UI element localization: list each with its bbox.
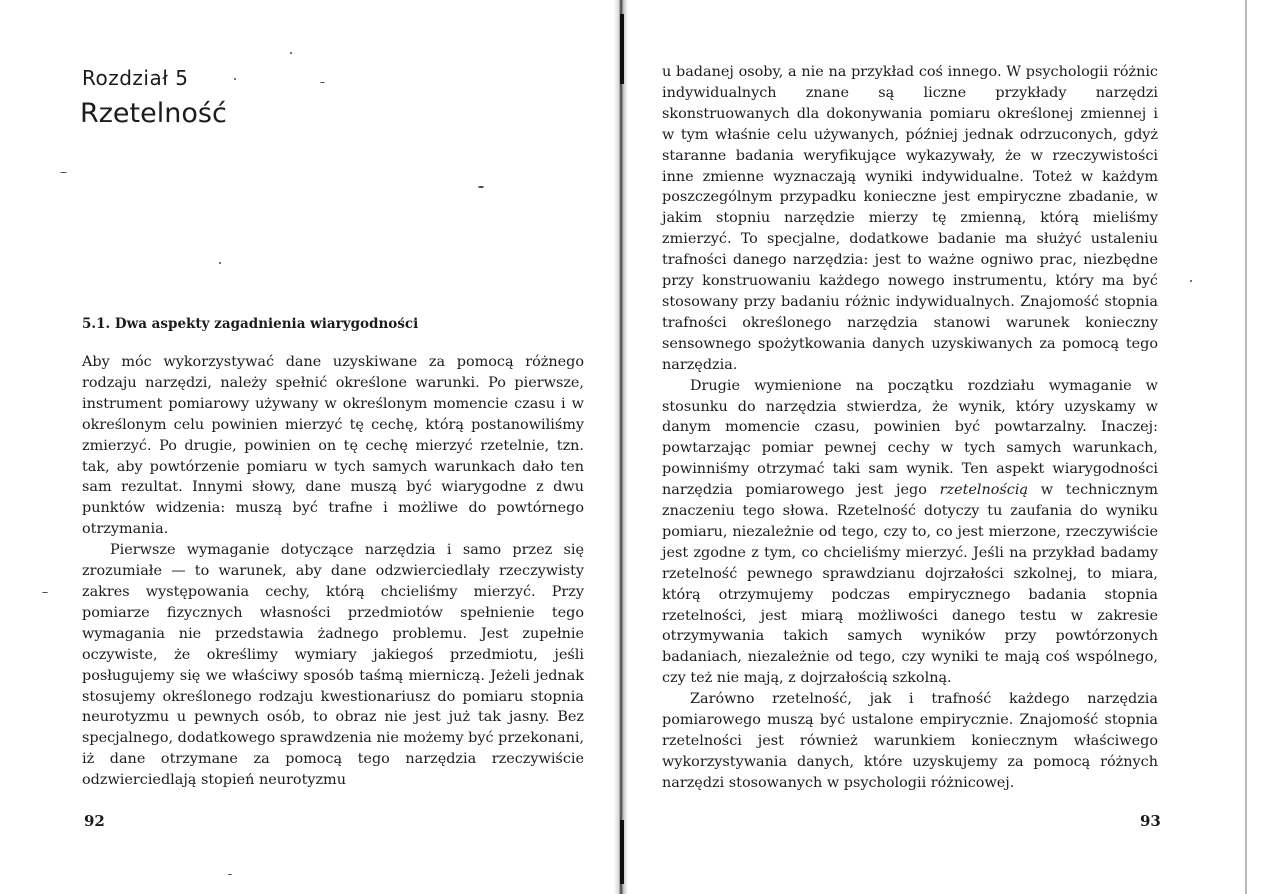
paragraph-text: w technicznym znaczeniu tego słowa. Rzetelność dotyczy tu zaufania do wyniku pomiaru, niezależnie od tego, czy to, co jest mierzone, rzeczywiście jest zgodne z tym, co chcieliśmy mierzyć. Jeśli na przykład badamy rzetelność pewnego sprawdzianu dojrzałości szkolnej, to miara, którą otrzymujemy podczas empirycznego badania stopnia rzetelności, jest miarą możliwości danego testu w zakresie otrzymywania takich samych wyników przy powtórzonych badaniach, niezależnie od tego, czy wyniki te mają coś wspólnego, czy też nie mają, z dojrzałością szkolną. <box>662 482 1158 687</box>
scan-speck <box>290 52 292 54</box>
chapter-label: Rozdział 5 <box>82 66 189 90</box>
paragraph-text: Drugie wymienione na początku rozdziału wymaganie w stosunku do narzędzia stwierdza, że wynik, który uzyskamy w danym momencie czasu, powinien być powtarzalny. Inaczej: powtarzając pomiar pewnej cechy w tych samych warunkach, powinniśmy otrzymać taki sam wynik. Ten aspekt wiarygodności narzędzia pomiarowego jest jego <box>662 377 1158 499</box>
paragraph: Aby móc wykorzystywać dane uzyskiwane za pomocą różnego rodzaju narzędzi, należy spełnić określone warunki. Po pierwsze, instrument pomiarowy używany w określonym momencie czasu i w określonym celu powinien mierzyć tę cechę, którą postanowiliśmy zmierzyć. Po drugie, powinien on tę cechę mierzyć rzetelnie, tzn. tak, aby powtórzenie pomiaru w tych samych warunkach dało ten sam rezultat. Innymi słowy, dane muszą być wiarygodne z dwu punktów widzenia: muszą być trafne i możliwe do powtórnego otrzymania. <box>82 354 584 538</box>
paragraph: Pierwsze wymaganie dotyczące narzędzia i samo przez się zrozumiałe — to warunek, aby dane odzwierciedlały rzeczywisty zakres występowania cechy, którą chcieliśmy mierzyć. Przy pomiarze fizycznych własności przedmiotów spełnienie tego wymagania nie przedstawia żadnego problemu. Jest zupełnie oczywiste, że określimy wymiary jakiegoś przedmiotu, jeśli posługujemy się we właściwy sposób taśmą mierniczą. Jeżeli jednak stosujemy określonego rodzaju kwestionariusz do pomiaru stopnia neurotyzmu u pewnych osób, to obraz nie jest już tak jasny. Bez specjalnego, dodatkowego sprawdzenia nie możemy być przekonani, iż dane otrzymane za pomocą tego narzędzia rzeczywiście odzwierciedlają stopień neurotyzmu <box>82 542 585 789</box>
left-page-body <box>82 352 584 791</box>
gutter-shadow <box>620 820 624 884</box>
paragraph <box>662 689 1158 794</box>
chapter-title: Rzetelność <box>80 98 227 129</box>
paragraph <box>662 62 1158 376</box>
paragraph-text: Zarówno rzetelność, jak i trafność każdego narzędzia pomiarowego muszą być ustalone empirycznie. Znajomość stopnia rzetelności jest również warunkiem koniecznym właściwego wykorzystywania danych, które uzyskujemy za pomocą różnych narzędzi stosowanych w psychologii różnicowej. <box>662 691 1158 791</box>
scan-speck <box>1190 280 1192 282</box>
page-number-right: 93 <box>1140 812 1161 830</box>
page-number-left: 92 <box>84 812 105 830</box>
emphasized-term: rzetelnością <box>939 482 1029 499</box>
scan-speck <box>320 82 325 83</box>
paragraph <box>662 376 1158 690</box>
scan-speck <box>42 592 48 593</box>
gutter-shadow <box>620 14 624 84</box>
left-page <box>0 0 618 894</box>
scan-speck <box>478 186 484 188</box>
scan-speck <box>228 874 232 875</box>
paragraph-text: u badanej osoby, a nie na przykład coś innego. W psychologii różnic indywidualnych znane są liczne przykłady narzędzi skonstruowanych dla dokonywania pomiaru określonej zmiennej i w tym właśnie celu używanych, później jednak odrzuconych, gdyż staranne badania weryfikujące wykazywały, że w rzeczywistości inne zmienne wyznaczają wyniki indywidualne. Toteż w każdym poszczególnym przypadku konieczne jest empiryczne zbadanie, w jakim stopniu narzędzie mierzy tę zmienną, którą mieliśmy zmierzyć. To specjalne, dodatkowe badanie ma służyć ustaleniu trafności danego narzędzia: jest to ważne ogniwo prac, niezbędne przy konstruowaniu każdego nowego instrumentu, który ma być stosowany przy badaniu różnic indywidualnych. Znajomość stopnia trafności określonego narzędzia stanowi warunek konieczny sensownego spożytkowania danych uzyskiwanych za pomocą tego narzędzia. <box>662 64 1158 373</box>
scan-speck <box>234 78 236 80</box>
book-gutter <box>614 0 628 894</box>
right-page-body <box>662 62 1158 794</box>
section-heading: 5.1. Dwa aspekty zagadnienia wiarygodności <box>82 316 419 332</box>
scan-speck <box>219 262 221 264</box>
scan-speck <box>60 172 67 173</box>
